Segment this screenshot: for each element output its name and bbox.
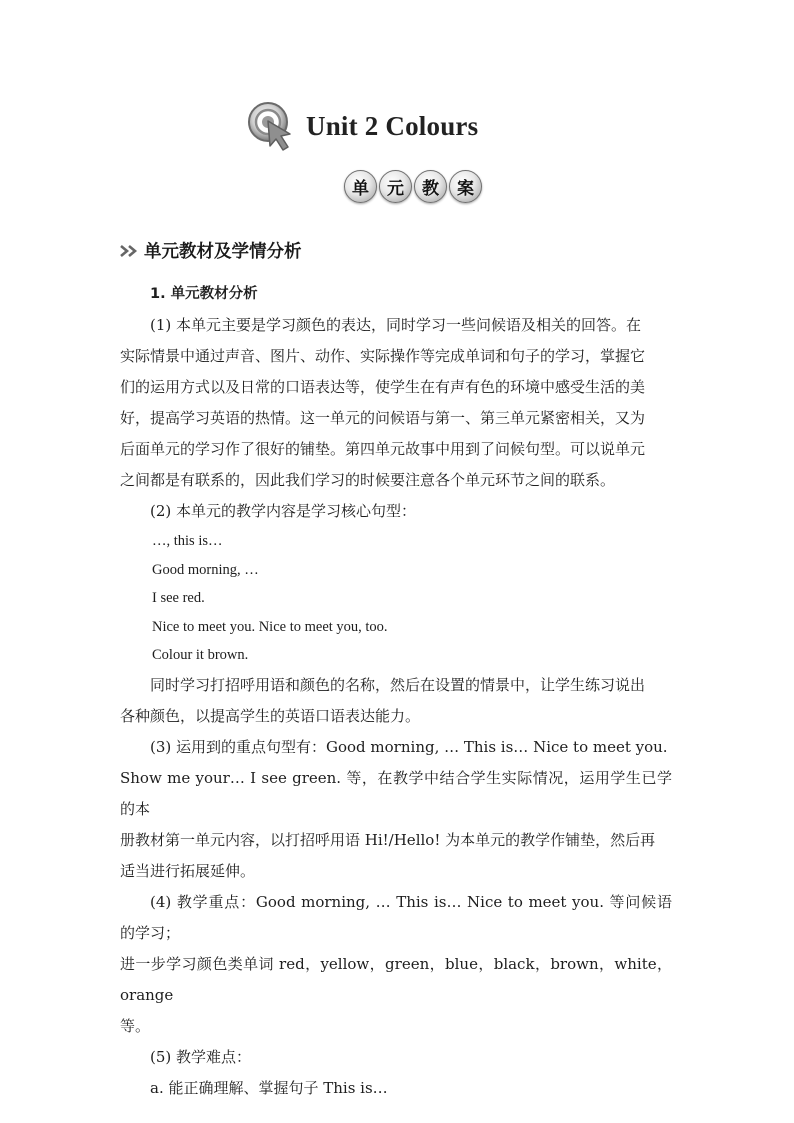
badge-char: 案: [449, 170, 482, 203]
text-line: (4) 教学重点：Good morning, … This is… Nice to meet you. 等问候语的学习；: [120, 892, 672, 942]
core-sentence: Nice to meet you. Nice to meet you, too.: [152, 618, 388, 635]
paragraph-2b: [120, 670, 672, 732]
unit-title-block: [246, 100, 478, 152]
unit-lesson-plan-badge: [344, 170, 482, 203]
text-line: 册教材第一单元内容，以打招呼用语 Hi!/Hello! 为本单元的教学作铺垫，然后再: [120, 830, 656, 849]
text-line: 同时学习打招呼用语和颜色的名称，然后在设置的情景中，让学生练习说出: [150, 675, 646, 694]
text-line: 适当进行拓展延伸。: [120, 861, 256, 880]
badge-char: 元: [379, 170, 412, 203]
subheading-material-analysis: 1. 单元教材分析: [150, 286, 258, 302]
text-line: 之间都是有联系的，因此我们学习的时候要注意各个单元环节之间的联系。: [120, 471, 616, 489]
text-line: Show me your… I see green. 等，在教学中结合学生实际情况，运用学生已学的本: [120, 768, 672, 818]
paragraph-4: [120, 887, 672, 1042]
text-line: (3) 运用到的重点句型有：Good morning, … This is… Nice to meet you.: [150, 737, 668, 756]
double-chevron-icon: [120, 244, 142, 258]
core-sentence: Good morning, …: [152, 561, 259, 578]
paragraph-1: [120, 310, 672, 496]
text-line: 各种颜色，以提高学生的英语口语表达能力。: [120, 706, 421, 725]
core-sentence: I see red.: [152, 590, 205, 606]
paragraph-5a: a. 能正确理解、掌握句子 This is…: [150, 1078, 388, 1097]
core-sentence: Colour it brown.: [152, 647, 249, 663]
text-line: 们的运用方式以及日常的口语表达等，使学生在有声有色的环境中感受生活的美: [120, 378, 646, 396]
badge-char: 教: [414, 170, 447, 203]
text-line: (1) 本单元主要是学习颜色的表达，同时学习一些问候语及相关的回答。在: [150, 316, 642, 334]
badge-char: 单: [344, 170, 377, 203]
core-sentence: …, this is…: [152, 533, 223, 549]
text-line: 等。: [120, 1016, 151, 1035]
paragraph-5: (5) 教学难点：: [150, 1047, 252, 1066]
document-body: [120, 280, 672, 1104]
unit-title: Unit 2 Colours: [306, 110, 479, 141]
text-line: 进一步学习颜色类单词 red，yellow，green，blue，black，brown，white，orange: [120, 954, 672, 1004]
cursor-target-icon: [246, 100, 302, 152]
text-line: 后面单元的学习作了很好的铺垫。第四单元故事中用到了问候句型。可以说单元: [120, 440, 646, 458]
core-sentences-list: [120, 527, 672, 670]
text-line: 实际情景中通过声音、图片、动作、实际操作等完成单词和句子的学习，掌握它: [120, 347, 646, 365]
section-heading-text: 单元教材及学情分析: [144, 242, 302, 262]
text-line: 好，提高学习英语的热情。这一单元的问候语与第一、第三单元紧密相关，又为: [120, 409, 646, 427]
paragraph-3: [120, 732, 672, 887]
paragraph-2: (2) 本单元的教学内容是学习核心句型：: [150, 502, 417, 520]
section-heading: [120, 238, 302, 263]
